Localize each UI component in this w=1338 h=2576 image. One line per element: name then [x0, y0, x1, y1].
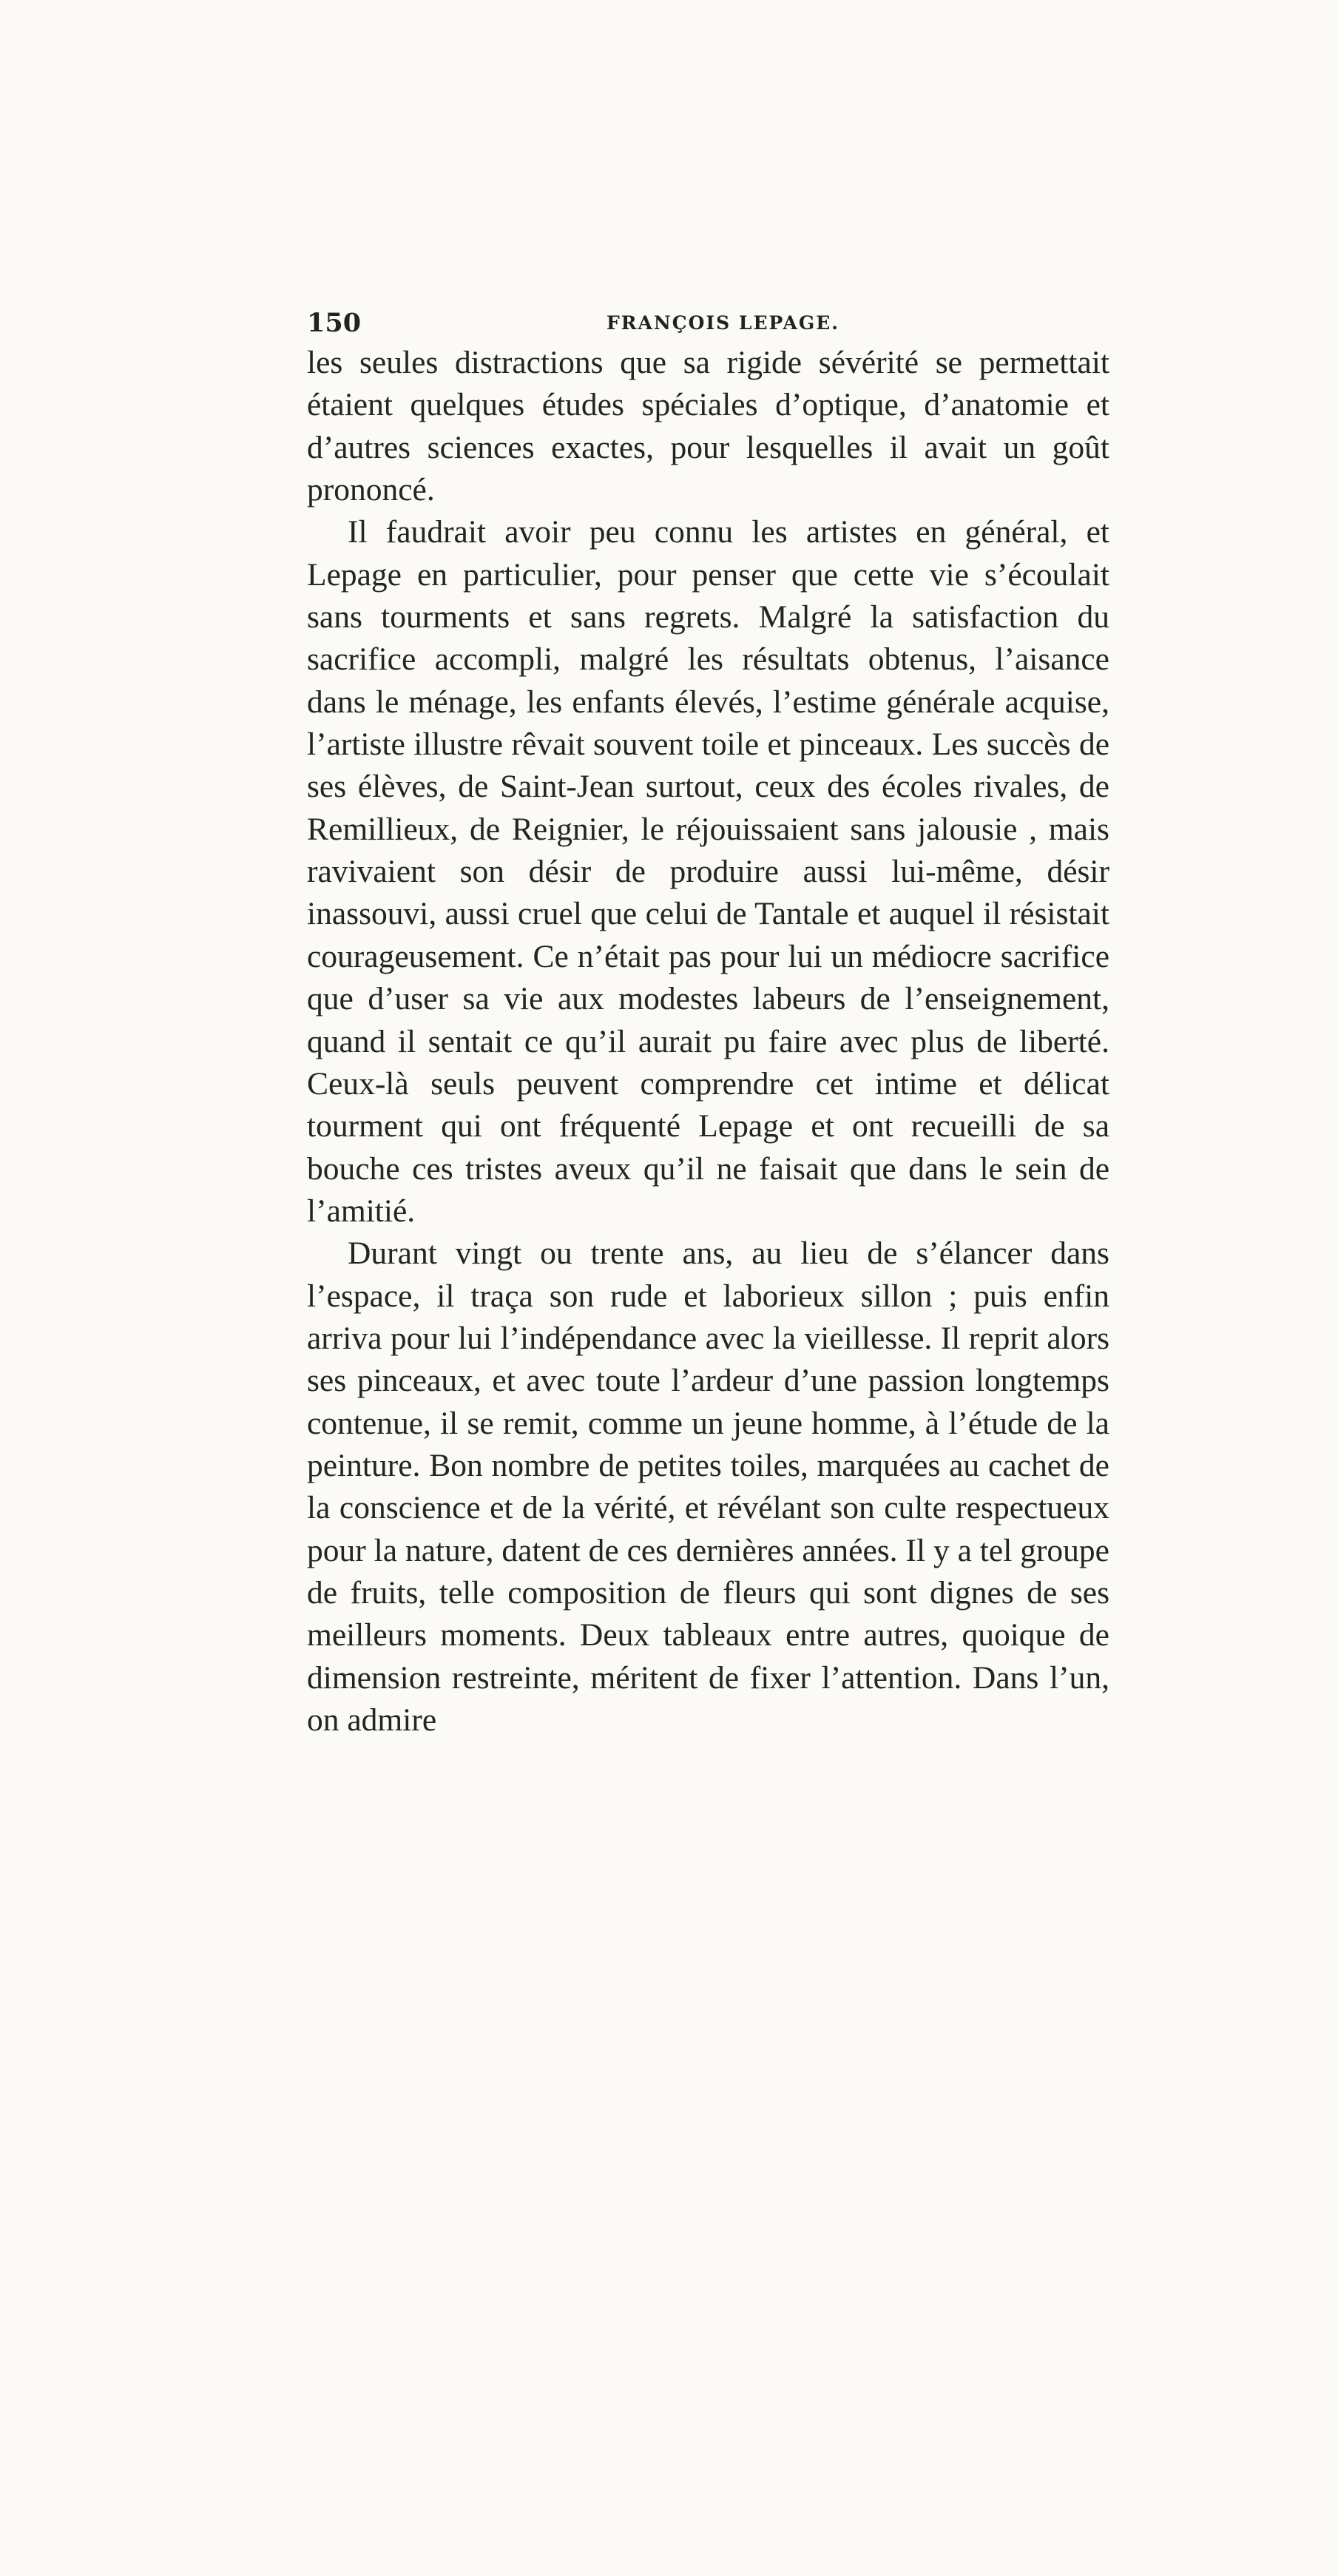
paragraph-continuation: les seules distractions que sa rigide sévérité se permettait étaient quelques études spéciales d’optique, d’anatomie et d’autres sciences exactes, pour lesquelles il avait un goût prononcé. [307, 345, 1109, 508]
running-head [307, 305, 1109, 342]
body-text [307, 342, 1109, 1742]
page-number: 150 [307, 308, 362, 338]
running-title: FRANÇOIS LEPAGE. [606, 312, 840, 334]
paragraph: Durant vingt ou trente ans, au lieu de s’élancer dans l’espace, il traça son rude et laborieux sillon ; puis enfin arriva pour lui l’indépendance avec la vieillesse. Il reprit alors ses pinceaux, et avec toute l’ardeur d’une passion longtemps contenue, il se remit, comme un jeune homme, à l’étude de la peinture. Bon nombre de petites toiles, marquées au cachet de la conscience et de la vérité, et révélant son culte respectueux pour la nature, datent de ces dernières années. Il y a tel groupe de fruits, telle composition de fleurs qui sont dignes de ses meilleurs moments. Deux tableaux entre autres, quoique de dimension restreinte, méritent de fixer l’attention. Dans l’un, on admire [307, 1235, 1109, 1738]
paragraph: Il faudrait avoir peu connu les artistes en général, et Lepage en particulier, pour penser que cette vie s’écoulait sans tourments et sans regrets. Malgré la satisfaction du sacrifice accompli, malgré les résultats obtenus, l’aisance dans le ménage, les enfants élevés, l’estime générale acquise, l’artiste illustre rêvait souvent toile et pinceaux. Les succès de ses élèves, de Saint-Jean surtout, ceux des écoles rivales, de Remillieux, de Reignier, le réjouissaient sans jalousie , mais ravivaient son désir de produire aussi lui-même, désir inassouvi, aussi cruel que celui de Tantale et auquel il résistait courageusement. Ce n’était pas pour lui un médiocre sacrifice que d’user sa vie aux modestes labeurs de l’enseignement, quand il sentait ce qu’il aurait pu faire avec plus de liberté. Ceux-là seuls peuvent comprendre cet intime et délicat tourment qui ont fréquenté Lepage et ont recueilli de sa bouche ces tristes aveux qu’il ne faisait que dans le sein de l’amitié. [307, 514, 1109, 1229]
